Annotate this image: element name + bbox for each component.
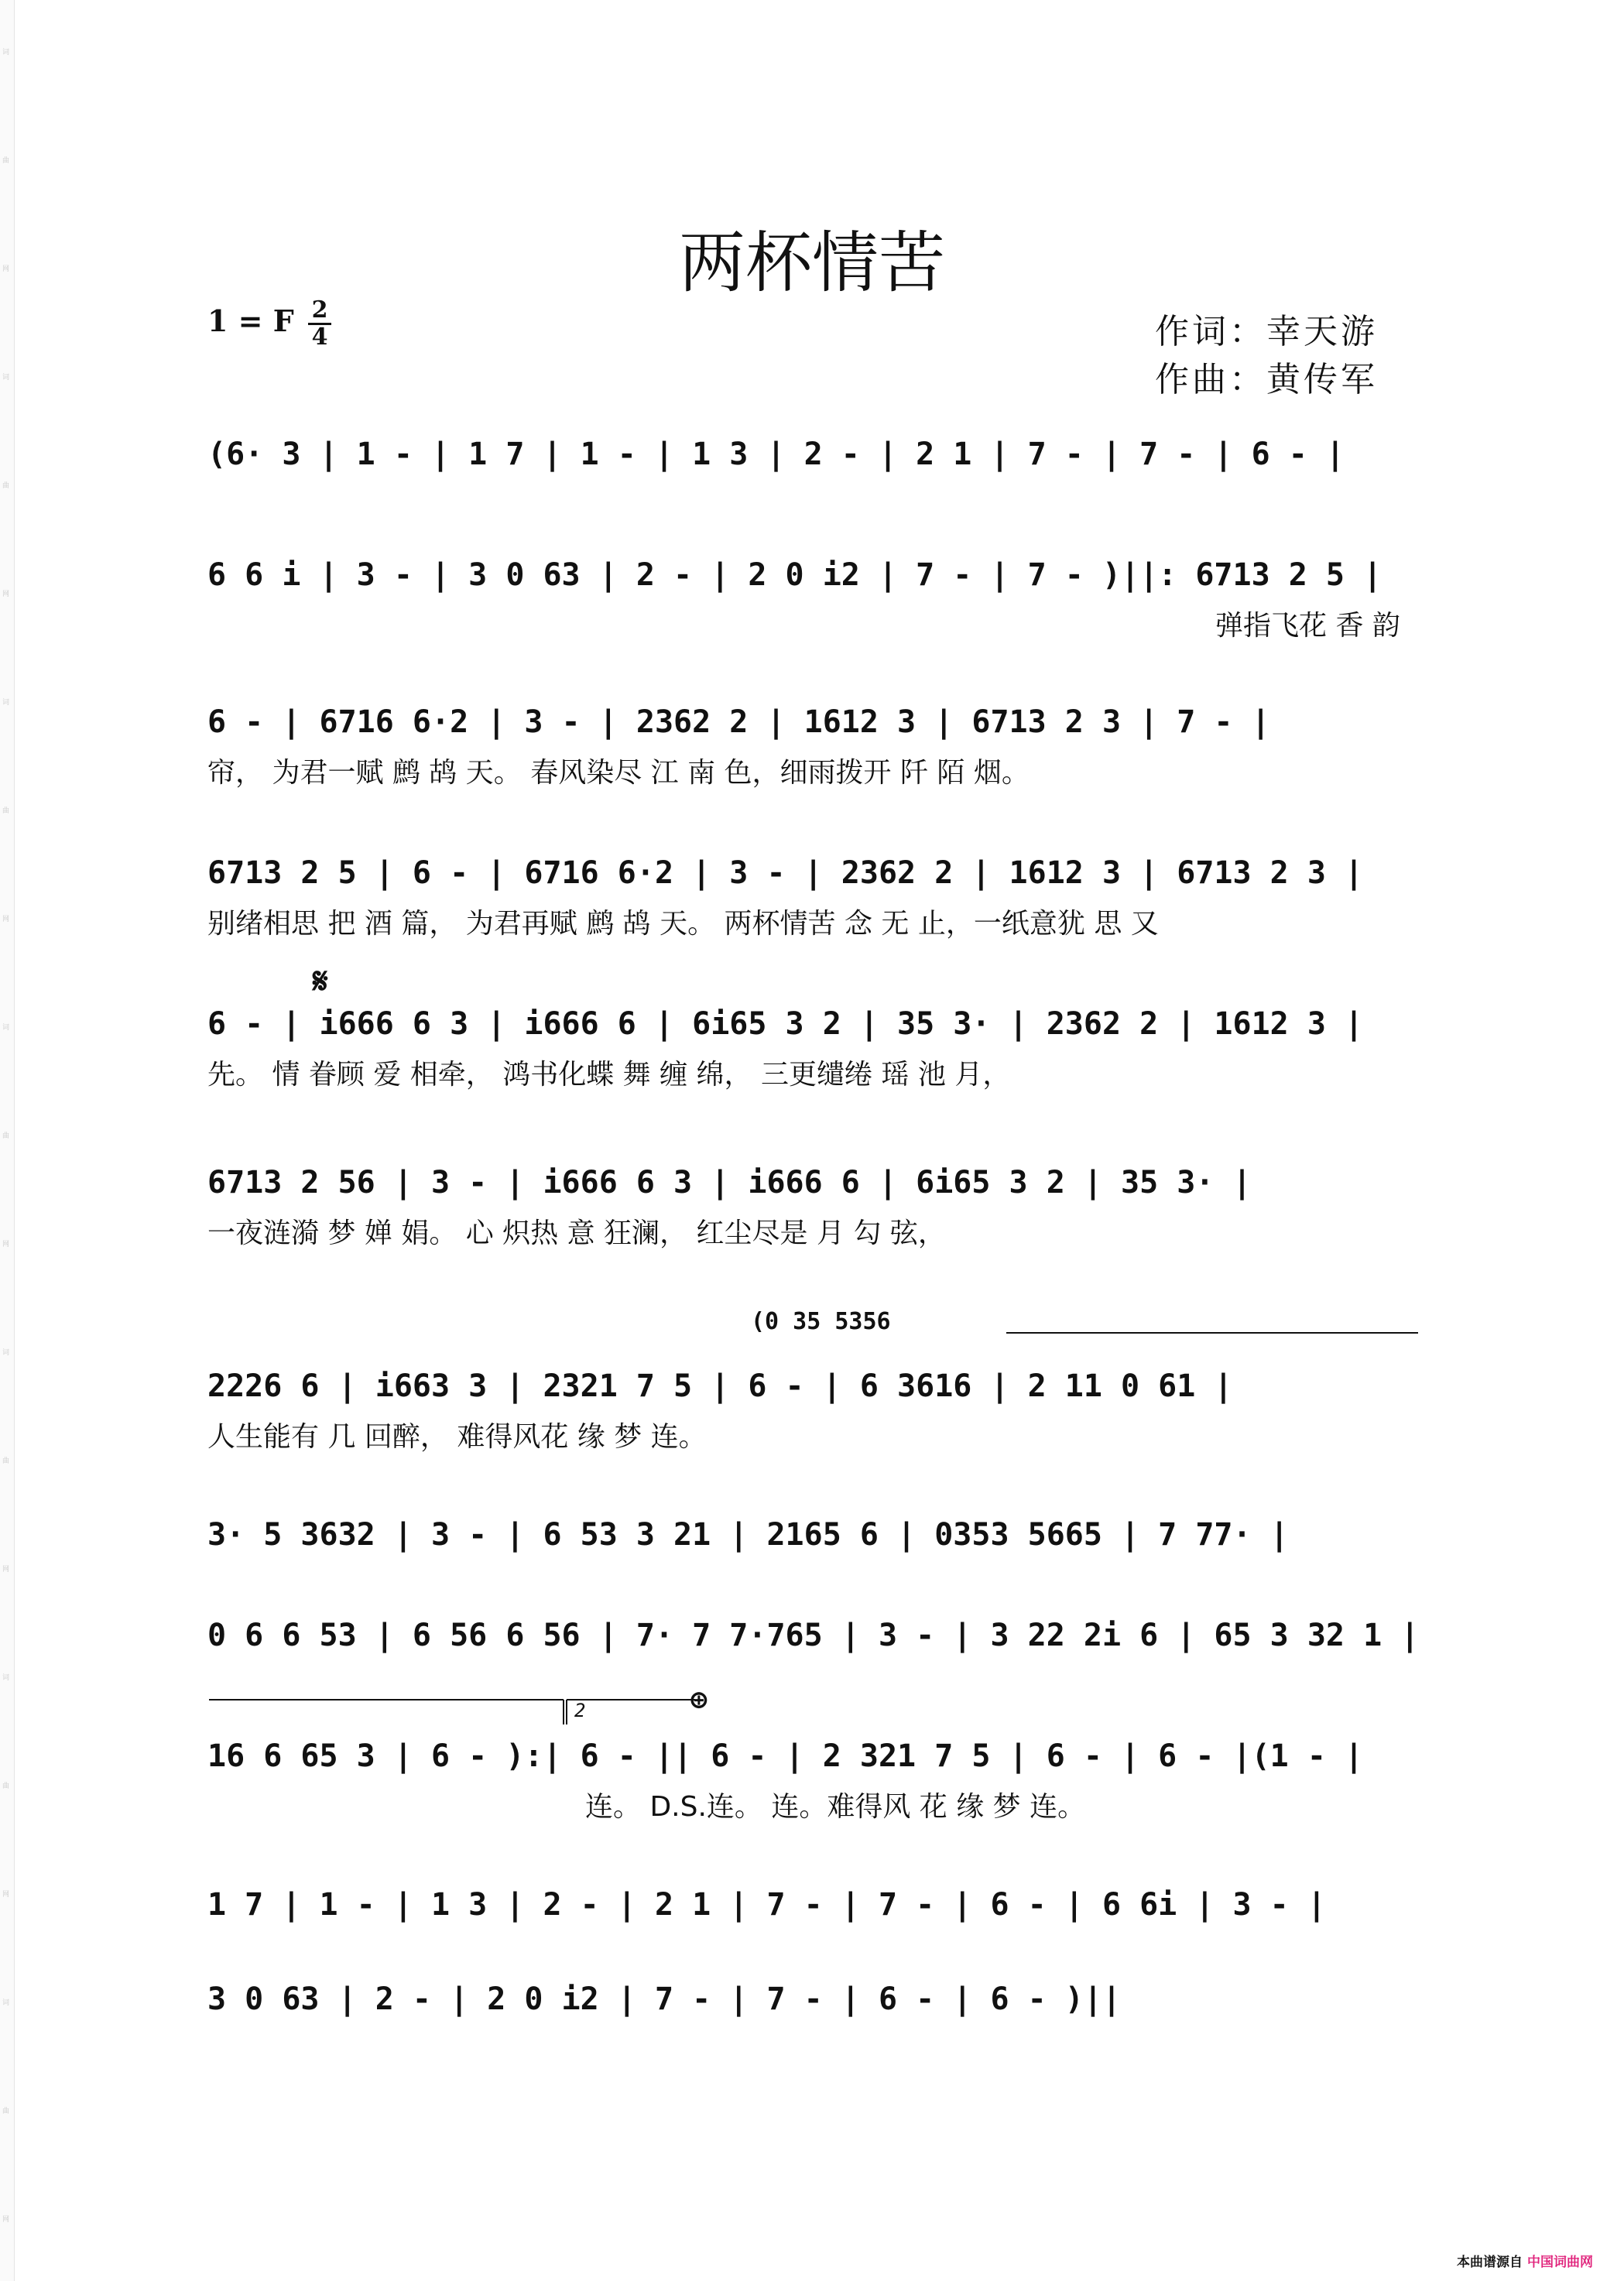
footer-source: 本曲谱源自	[1457, 2255, 1523, 2270]
system-7-notes: 2226 6 | i663 3 | 2321 7 5 | 6 - | 6 3616 | 2 11 0 61 |	[207, 1368, 1233, 1404]
system-10-notes: 16 6 65 3 | 6 - ):| 6 - || 6 - | 2 321 7 5 | 6 - | 6 - |(1 - |	[207, 1738, 1364, 1774]
key-signature: 1 = F	[207, 303, 294, 338]
time-sig-top: 2	[311, 296, 328, 324]
system-2-notes: 6 6 i | 3 - | 3 0 63 | 2 - | 2 0 i2 | 7 - | 7 - )||: 6713 2 5 |	[207, 557, 1382, 593]
system-10-lyrics: 连。 D.S.连。 连。难得风 花 缘 梦 连。	[585, 1791, 1086, 1823]
page-footer	[1457, 2251, 1593, 2270]
insert-notes: (0 35 5356	[751, 1308, 891, 1335]
volta-number: 2	[574, 1700, 586, 1721]
composer: 作曲：黄传军	[1155, 360, 1378, 399]
time-sig-bottom: 4	[311, 324, 328, 351]
system-11-notes: 1 7 | 1 - | 1 3 | 2 - | 2 1 | 7 - | 7 - | 6 - | 6 6i | 3 - |	[207, 1887, 1326, 1923]
system-7-lyrics: 人生能有 几 回醉， 难得风花 缘 梦 连。	[207, 1421, 707, 1453]
system-5-notes: 6 - | i666 6 3 | i666 6 | 6i65 3 2 | 35 3· | 2362 2 | 1612 3 |	[207, 1006, 1364, 1042]
system-3-notes: 6 - | 6716 6·2 | 3 - | 2362 2 | 1612 3 | 6713 2 3 | 7 - |	[207, 704, 1270, 740]
system-1-notes: (6· 3 | 1 - | 1 7 | 1 - | 1 3 | 2 - | 2 1 | 7 - | 7 - | 6 - |	[207, 437, 1345, 472]
segno-sign: 𝄋	[313, 960, 328, 1002]
system-8-notes: 3· 5 3632 | 3 - | 6 53 3 21 | 2165 6 | 0353 5665 | 7 77· |	[207, 1517, 1289, 1553]
song-title: 两杯情苦	[679, 224, 945, 302]
system-3-lyrics: 帘， 为君一赋 鹧 鸪 天。 春风染尽 江 南 色，细雨拨开 阡 陌 烟。	[207, 757, 1030, 789]
system-2-lyrics: 弹指飞花 香 韵	[1215, 610, 1400, 642]
system-9-notes: 0 6 6 53 | 6 56 6 56 | 7· 7 7·765 | 3 - | 3 22 2i 6 | 65 3 32 1 |	[207, 1618, 1420, 1653]
system-5-lyrics: 先。 情 眷顾 爱 相牵， 鸿书化蝶 舞 缠 绵， 三更缱绻 瑶 池 月，	[207, 1059, 1011, 1091]
system-4-notes: 6713 2 5 | 6 - | 6716 6·2 | 3 - | 2362 2 | 1612 3 | 6713 2 3 |	[207, 855, 1364, 891]
system-12-notes: 3 0 63 | 2 - | 2 0 i2 | 7 - | 7 - | 6 - | 6 - )||	[207, 1981, 1122, 2017]
margin-sidebar: 词 曲 网 词 曲 网 词 曲 网 词 曲 网 词 曲 网 词 曲 网 词 曲 网	[0, 0, 15, 2281]
system-6-notes: 6713 2 56 | 3 - | i666 6 3 | i666 6 | 6i65 3 2 | 35 3· |	[207, 1165, 1252, 1200]
footer-site: 中国词曲网	[1527, 2255, 1593, 2270]
system-4-lyrics: 别绪相思 把 酒 篇， 为君再赋 鹧 鸪 天。 两杯情苦 念 无 止，一纸意犹 思 又	[207, 908, 1159, 940]
system-6-lyrics: 一夜涟漪 梦 婵 娟。 心 炽热 意 狂澜， 红尘尽是 月 勾 弦，	[207, 1218, 946, 1249]
lyricist: 作词：幸天游	[1155, 312, 1378, 351]
coda-sign: ⊕	[690, 1684, 708, 1716]
